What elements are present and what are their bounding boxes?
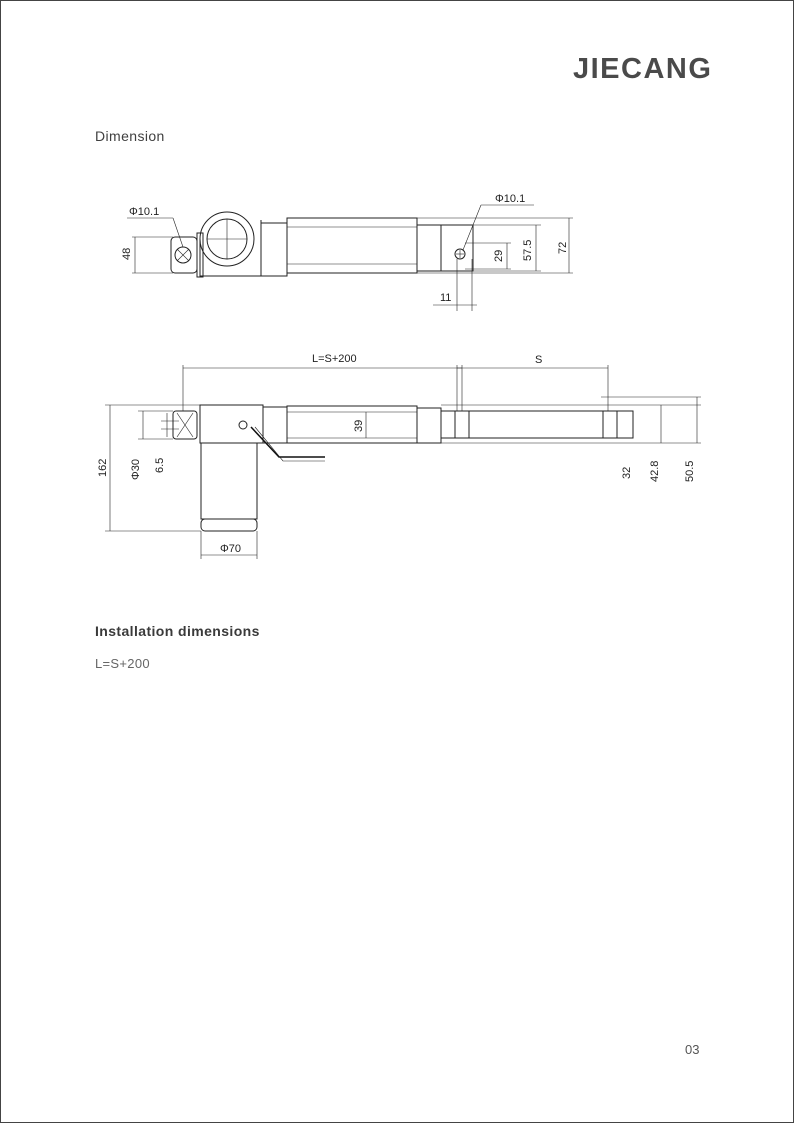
- dim-39-label: 39: [353, 419, 365, 432]
- rear-height-label: 48: [121, 247, 133, 260]
- dim-42-8-label: 42.8: [649, 460, 661, 482]
- dim-32-label: 32: [621, 466, 633, 479]
- rear-hole-label: Φ10.1: [129, 206, 160, 218]
- side-view-dimensions: [105, 365, 701, 559]
- dim-72-label: 72: [557, 241, 569, 254]
- dim-6-5-label: 6.5: [154, 457, 166, 473]
- dim-phi70-label: Φ70: [220, 543, 242, 555]
- stroke-label: S: [535, 354, 543, 366]
- page-number: 03: [685, 1042, 700, 1057]
- length-label: L=S+200: [312, 353, 357, 365]
- dim-phi30-label: Φ30: [130, 458, 142, 480]
- front-hole-label: Φ10.1: [495, 193, 526, 205]
- installation-formula: L=S+200: [95, 656, 150, 671]
- dim-11-label: 11: [440, 292, 452, 304]
- dim-29-label: 29: [493, 249, 505, 262]
- installation-heading: Installation dimensions: [95, 623, 260, 639]
- top-view-dimensions: [127, 205, 573, 311]
- actuator-drawing: [1, 1, 794, 1123]
- dim-162-label: 162: [97, 458, 109, 477]
- top-view-drawing: [171, 212, 473, 277]
- brand-logo: JIECANG: [573, 53, 713, 85]
- dim-57-5-label: 57.5: [522, 239, 534, 261]
- dimension-heading: Dimension: [95, 128, 165, 144]
- dim-50-5-label: 50.5: [684, 460, 696, 482]
